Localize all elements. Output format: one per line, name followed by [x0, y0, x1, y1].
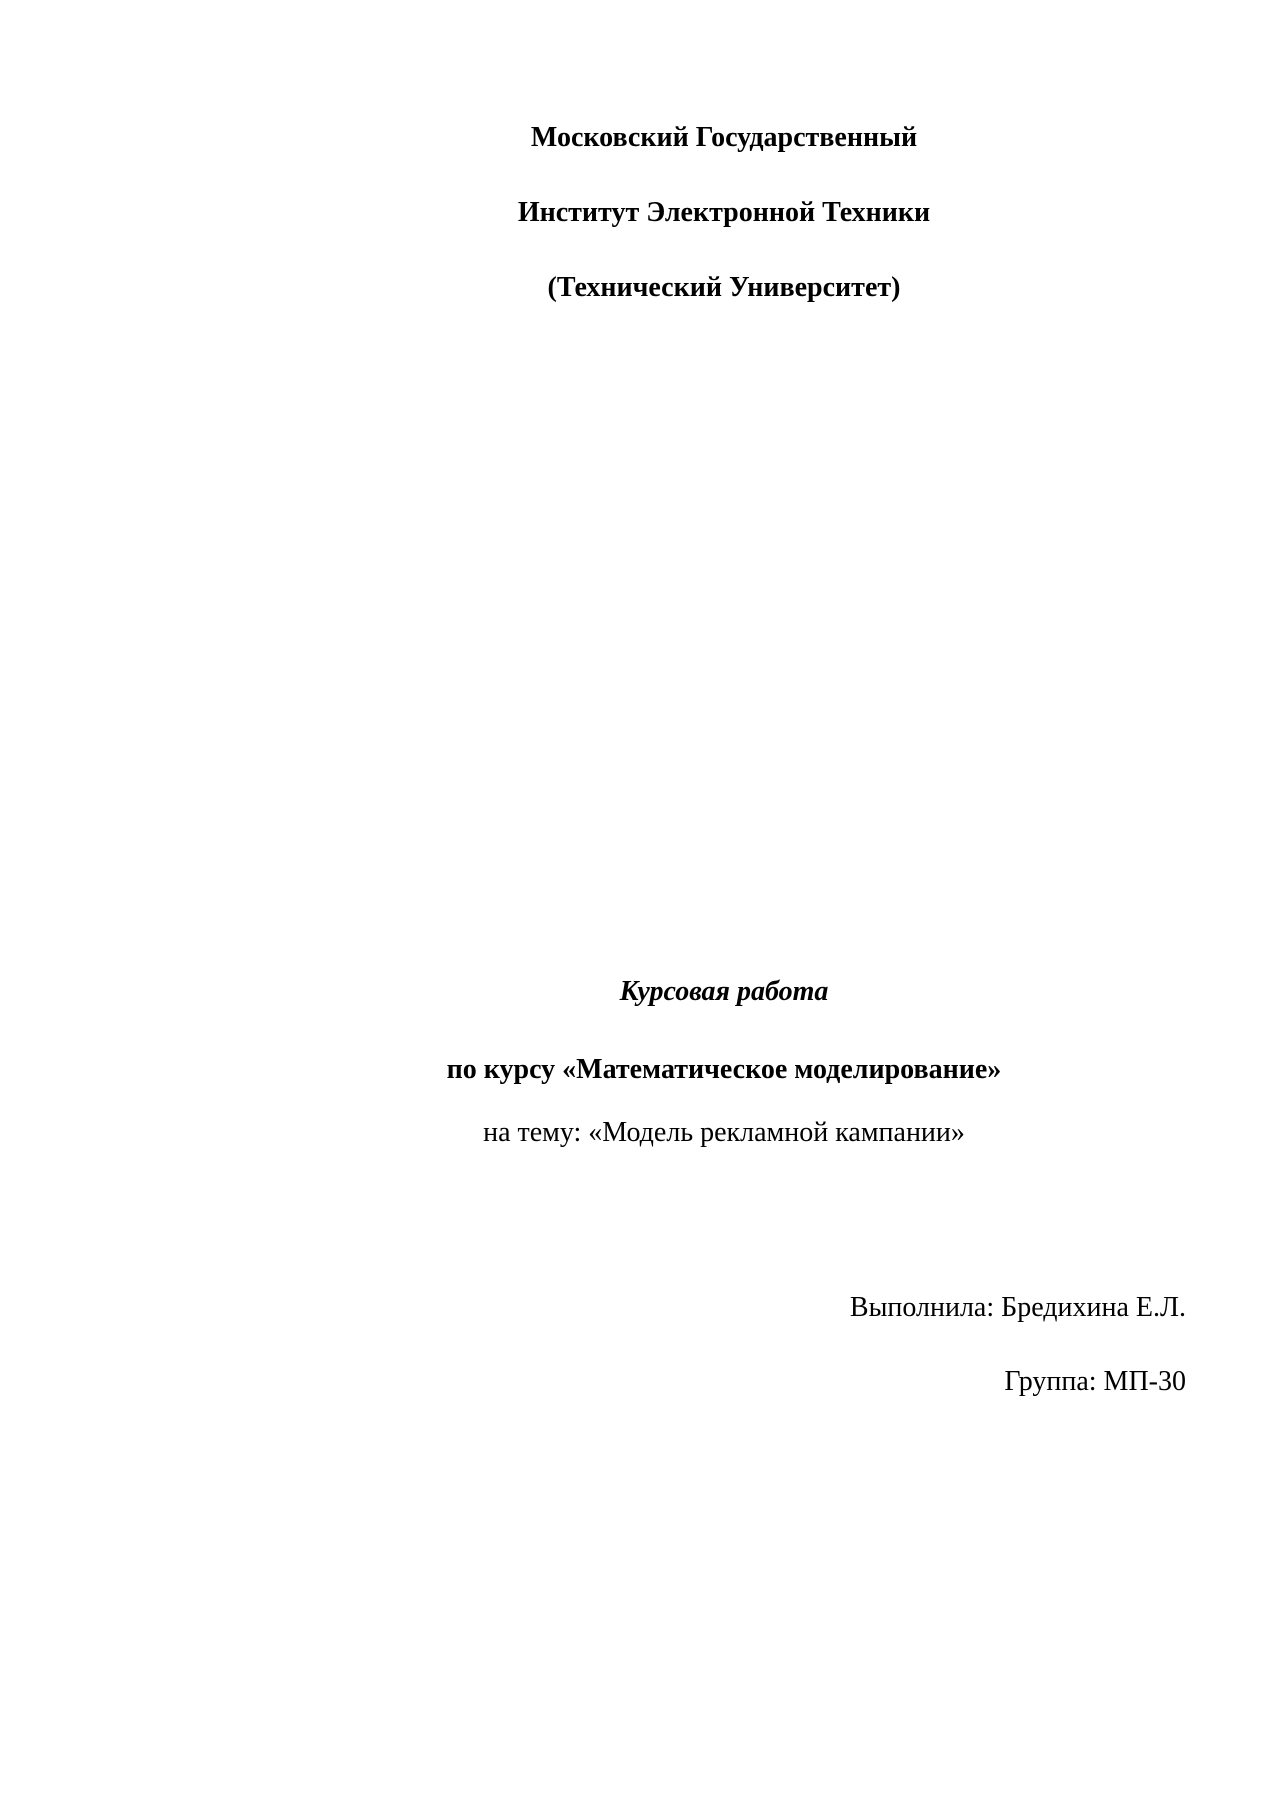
- institution-name-line-2: Институт Электронной Техники: [517, 197, 931, 228]
- work-type-title: Курсовая работа: [619, 976, 829, 1007]
- institution-name-line-3: (Технический Университет): [547, 272, 901, 303]
- course-name: по курсу «Математическое моделирование»: [446, 1054, 1002, 1085]
- institution-name-line-1: Московский Государственный: [530, 122, 918, 153]
- author-group: Группа: МП-30: [1004, 1366, 1186, 1397]
- work-topic: на тему: «Модель рекламной кампании»: [483, 1117, 965, 1148]
- author-name: Выполнила: Бредихина Е.Л.: [849, 1292, 1186, 1323]
